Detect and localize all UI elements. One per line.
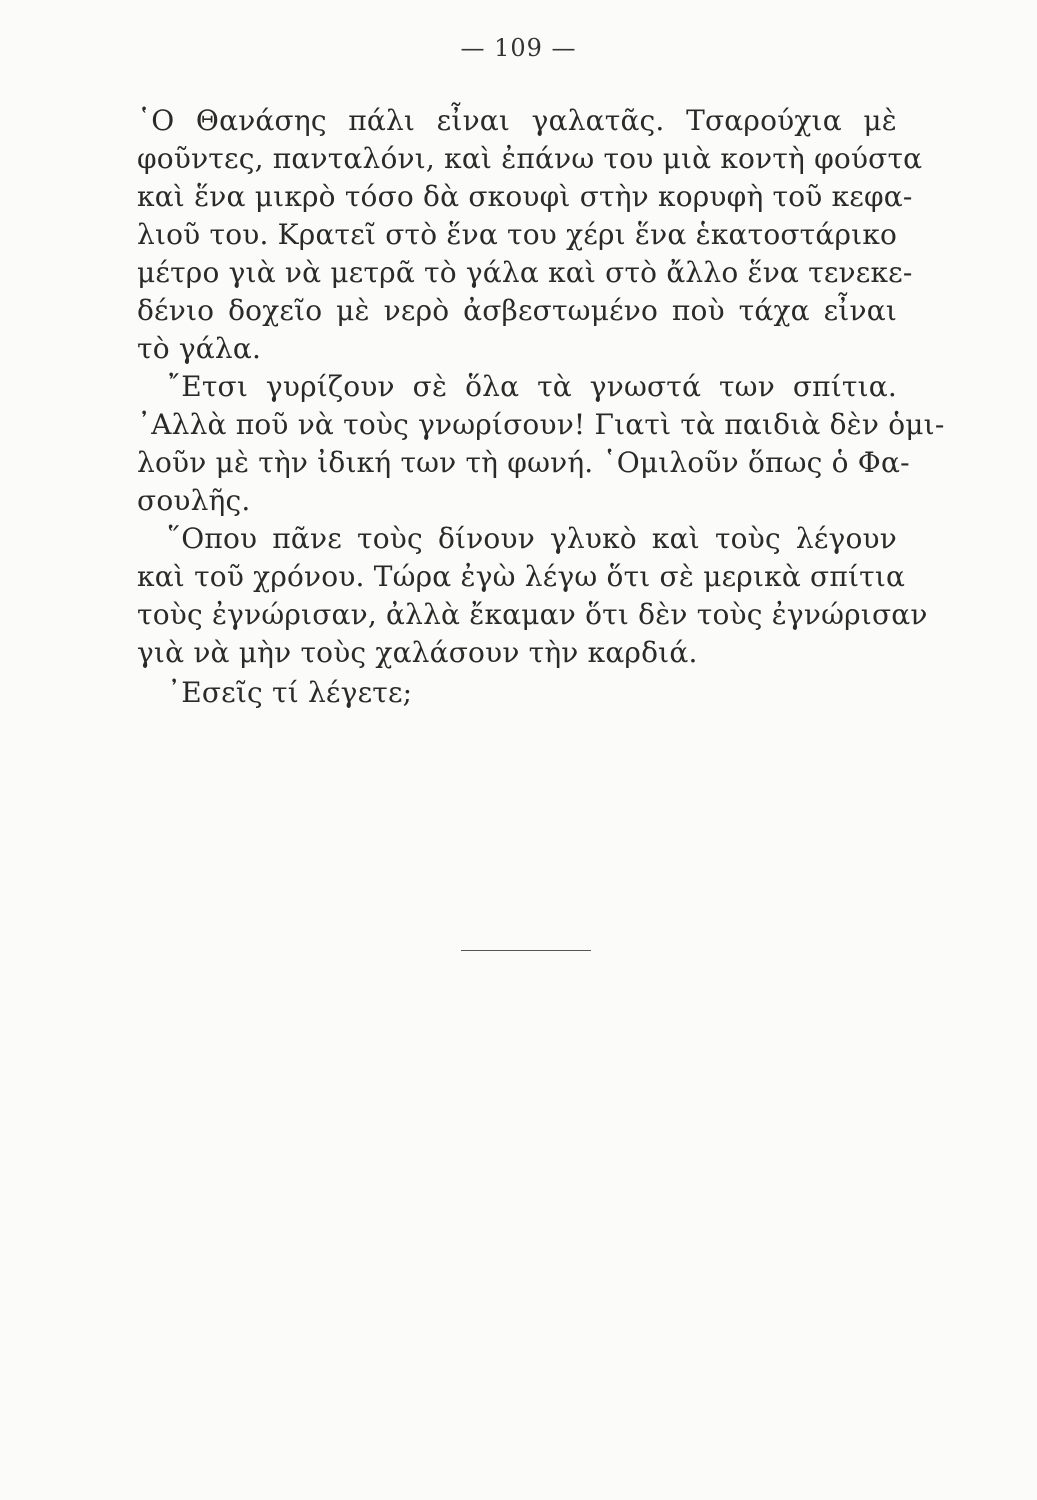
text-line: ᾿Αλλὰ ποῦ νὰ τοὺς γνωρίσουν! Γιατὶ τὰ παιδιὰ δὲν ὁμι- bbox=[137, 408, 945, 441]
text-line: ῞Οπου πᾶνε τοὺς δίνουν γλυκὸ καὶ τοὺς λέγουν bbox=[167, 522, 897, 555]
text-line: μέτρο γιὰ νὰ μετρᾶ τὸ γάλα καὶ στὸ ἄλλο ἕνα τενεκε- bbox=[137, 256, 913, 289]
text-line: ῾Ο Θανάσης πάλι εἶναι γαλατᾶς. Τσαρούχια μὲ bbox=[137, 104, 897, 137]
text-line: καὶ ἕνα μικρὸ τόσο δὰ σκουφὶ στὴν κορυφὴ τοῦ κεφα- bbox=[137, 180, 913, 213]
text-line: σουλῆς. bbox=[137, 484, 251, 517]
text-line: τὸ γάλα. bbox=[137, 332, 262, 365]
text-line: φοῦντες, πανταλόνι, καὶ ἐπάνω του μιὰ κοντὴ φούστα bbox=[137, 142, 923, 175]
text-line: τοὺς ἐγνώρισαν, ἀλλὰ ἔκαμαν ὅτι δὲν τοὺς ἐγνώρισαν bbox=[137, 598, 928, 631]
text-line: ᾿Εσεῖς τί λέγετε; bbox=[167, 676, 413, 709]
text-line: καὶ τοῦ χρόνου. Τώρα ἐγὼ λέγω ὅτι σὲ μερικὰ σπίτια bbox=[137, 560, 906, 593]
page-number: — 109 — bbox=[460, 34, 577, 62]
end-rule bbox=[461, 950, 591, 951]
text-line: γιὰ νὰ μὴν τοὺς χαλάσουν τὴν καρδιά. bbox=[137, 636, 698, 669]
text-line: λιοῦ του. Κρατεῖ στὸ ἕνα του χέρι ἕνα ἑκατοστάρικο bbox=[137, 218, 898, 251]
text-line: λοῦν μὲ τὴν ἰδική των τὴ φωνή. ῾Ομιλοῦν ὅπως ὁ Φα- bbox=[137, 446, 910, 479]
text-line: δένιο δοχεῖο μὲ νερὸ ἀσβεστωμένο ποὺ τάχα εἶναι bbox=[137, 294, 897, 327]
text-line: ῎Ετσι γυρίζουν σὲ ὅλα τὰ γνωστά των σπίτια. bbox=[167, 370, 897, 403]
